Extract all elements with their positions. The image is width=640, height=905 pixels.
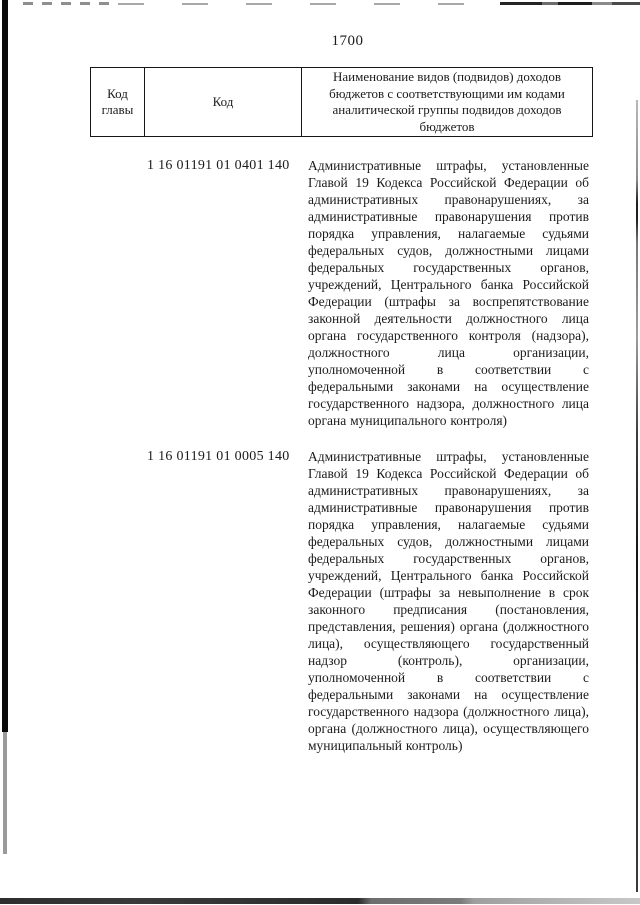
- income-name: Административные штрафы, установленные Главой 19 Кодекса Российской Федерации об административных правонарушениях, за административные правонарушения против порядка управления, налагаемые судьями федеральных судов, должностными лицами федеральных государственных органов, учреждений, Центрального банка Российской Федерации (штрафы за невыполнение в срок законного предписания (постановления, представления, решения) органа (должностного лица), осуществляющего государственный надзор (контроль), организации, уполномоченной в соответствии с федеральными законами на осуществление государственного надзора (должностного лица), органа (должностного лица), осуществляющего муниципальный контроль): [308, 449, 589, 753]
- income-code: 1 16 01191 01 0005 140: [147, 449, 290, 464]
- table-row: [147, 448, 589, 754]
- scan-artifact-top-dashes-left: [23, 2, 118, 5]
- scan-artifact-top-line-right: [500, 2, 640, 5]
- income-name: Административные штрафы, установленные Главой 19 Кодекса Российской Федерации об административных правонарушениях, за административные правонарушения против порядка управления, налагаемые судьями федеральных судов, должностными лицами федеральных государственных органов, учреждений, Центрального банка Российской Федерации (штрафы за воспрепятствование законной деятельности должностного лица органа государственного контроля (надзора), должностного лица организации, уполномоченной в соответствии с федеральными законами на осуществление государственного надзора, должностного лица органа муниципального контроля): [308, 158, 589, 428]
- table-header: [90, 67, 593, 137]
- scan-artifact-left-bar-tail: [3, 732, 7, 854]
- scan-artifact-left-bar: [2, 0, 8, 732]
- header-cell-name: Наименование видов (подвидов) доходов бюджетов с соответствующими им кодами аналитической группы подвидов доходов бюджетов: [301, 68, 592, 136]
- table-row: [147, 157, 589, 429]
- header-cell-code: Код: [144, 68, 301, 136]
- header-cell-chapter-code: Код главы: [101, 85, 134, 117]
- scan-artifact-right-edge-line: [636, 100, 638, 892]
- scan-artifact-bottom-bar: [0, 898, 640, 904]
- income-code: 1 16 01191 01 0401 140: [147, 158, 290, 173]
- page-number: 1700: [331, 33, 364, 49]
- scan-artifact-top-dashes-mid: [118, 3, 500, 5]
